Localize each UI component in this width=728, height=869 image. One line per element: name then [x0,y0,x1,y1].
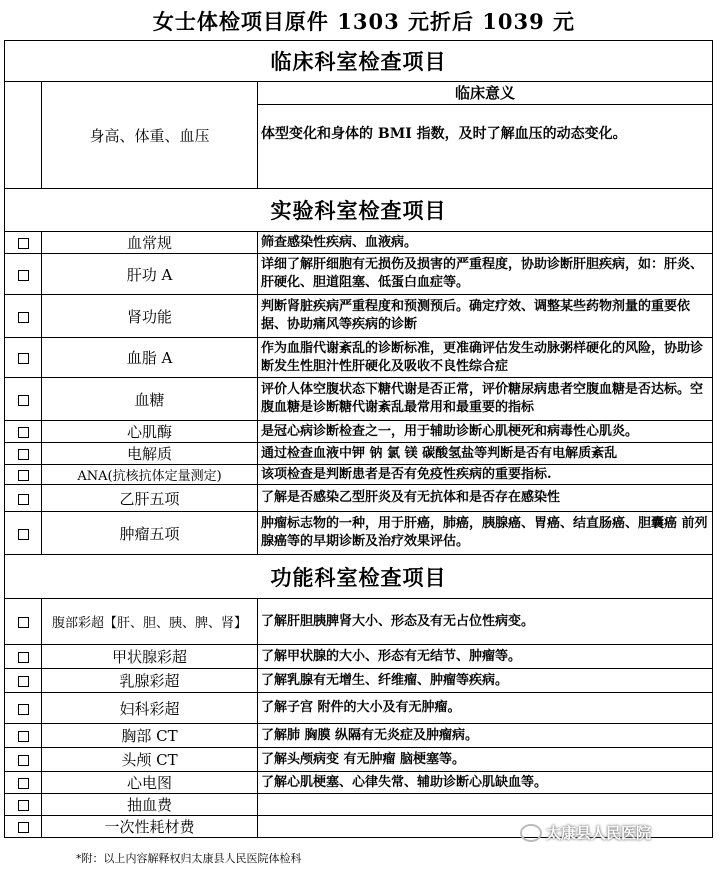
watermark [520,822,651,843]
table-row [5,669,713,693]
item-name: 心肌酶 [42,421,258,443]
item-name: 胸部 CT [42,724,258,748]
item-name: 心电图 [42,772,258,794]
footnote: *附：以上内容解释权归太康县人民医院体检科 [76,852,302,865]
table-row [5,693,713,724]
item-name: 头颅 CT [42,748,258,772]
item-description: 了解是否感染乙型肝炎及有无抗体和是否存在感染性 [258,485,713,512]
checkbox-cell [5,645,42,669]
functional-items [5,599,713,838]
lab-items [5,232,713,555]
item-description: 通过检查血液中钾 钠 氯 镁 碳酸氢盐等判断是否有电解质紊乱 [258,443,713,465]
item-name: 血常规 [42,232,258,254]
item-name: 血脂 A [42,338,258,378]
checkup-table [4,40,713,838]
checkbox-icon[interactable] [18,395,29,406]
table-row [5,232,713,254]
item-name: 电解质 [42,443,258,465]
table-row [5,338,713,378]
table-row [5,485,713,512]
item-description: 作为血脂代谢紊乱的诊断标准，更准确评估发生动脉粥样硬化的风险，协助诊断发生性胆汁性肝硬化及吸收不良性综合症 [258,338,713,378]
item-description: 了解头颅病变 有无肿瘤 脑梗塞等。 [258,748,713,772]
page-title: 女士体检项目原件 1303 元折后 1039 元 [152,9,576,34]
section-functional-title: 功能科室检查项目 [5,555,713,599]
section-clinical-title: 临床科室检查项目 [5,41,713,82]
checkbox-cell [5,485,42,512]
checkbox-icon[interactable] [18,353,29,364]
checkbox-cell [5,794,42,816]
clinical-meaning: 体型变化和身体的 BMI 指数，及时了解血压的动态变化。 [261,126,627,142]
checkbox-icon[interactable] [18,800,29,811]
checkbox-cell [5,232,42,254]
empty-cell [5,82,42,189]
checkbox-cell [5,421,42,443]
item-description: 了解甲状腺的大小、形态有无结节、肿瘤等。 [258,645,713,669]
checkbox-icon[interactable] [18,822,29,833]
section-header-row [5,555,713,599]
item-name: 肿瘤五项 [42,512,258,555]
item-description: 判断肾脏疾病严重程度和预测预后。确定疗效、调整某些药物剂量的重要依据、协助痛风等疾病的诊断 [258,295,713,338]
table-row [5,645,713,669]
checkbox-cell [5,669,42,693]
checkbox-cell [5,599,42,645]
table-row [5,378,713,421]
wechat-icon [520,824,542,842]
table-row [5,748,713,772]
item-description: 详细了解肝细胞有无损伤及损害的严重程度，协助诊断肝胆疾病，如：肝炎、肝硬化、胆道阻塞、低蛋白血症等。 [258,254,713,295]
checkbox-icon[interactable] [18,270,29,281]
checkbox-cell [5,295,42,338]
section-header-row [5,41,713,82]
table-row [5,772,713,794]
table-row [5,724,713,748]
table-row [5,794,713,816]
table-row [5,295,713,338]
checkbox-cell [5,693,42,724]
item-name: 肾功能 [42,295,258,338]
item-name: 甲状腺彩超 [42,645,258,669]
item-description: 了解肺 胸膜 纵隔有无炎症及肿瘤病。 [258,724,713,748]
section-header-row [5,189,713,232]
checkbox-cell [5,724,42,748]
checkbox-cell [5,748,42,772]
checkbox-cell [5,512,42,555]
checkbox-icon[interactable] [18,449,29,460]
item-description: 了解乳腺有无增生、纤维瘤、肿瘤等疾病。 [258,669,713,693]
table-row [5,599,713,645]
checkbox-cell [5,465,42,485]
checkbox-cell [5,816,42,838]
checkbox-icon[interactable] [18,652,29,663]
section-lab-title: 实验科室检查项目 [5,189,713,232]
item-description: 了解子宫 附件的大小及有无肿瘤。 [258,693,713,724]
item-name: ANA(抗核抗体定量测定) [42,465,258,485]
table-row [5,443,713,465]
item-name: 妇科彩超 [42,693,258,724]
checkbox-icon[interactable] [18,755,29,766]
item-description [258,794,713,816]
table-row [5,254,713,295]
checkbox-icon[interactable] [18,529,29,540]
checkbox-icon[interactable] [18,676,29,687]
clinical-meaning-cell [258,82,713,189]
checkbox-cell [5,772,42,794]
item-description: 了解肝胆胰脾肾大小、形态及有无占位性病变。 [258,599,713,645]
checkbox-icon[interactable] [18,778,29,789]
checkbox-icon[interactable] [18,731,29,742]
checkbox-icon[interactable] [18,494,29,505]
checkbox-icon[interactable] [18,427,29,438]
item-name: 血糖 [42,378,258,421]
table-row [5,512,713,555]
item-description: 是冠心病诊断检查之一，用于辅助诊断心肌梗死和病毒性心肌炎。 [258,421,713,443]
checkbox-cell [5,378,42,421]
clinical-item-name: 身高、体重、血压 [42,82,258,189]
checkbox-cell [5,338,42,378]
watermark-text: 太康县人民医院 [546,824,652,842]
table-row [5,421,713,443]
checkbox-icon[interactable] [18,704,29,715]
item-name: 乙肝五项 [42,485,258,512]
item-description: 评价人体空腹状态下糖代谢是否正常，评价糖尿病患者空腹血糖是否达标。空腹血糖是诊断糖代谢紊乱最常用和最重要的指标 [258,378,713,421]
item-name: 乳腺彩超 [42,669,258,693]
checkbox-icon[interactable] [18,238,29,249]
checkbox-cell [5,254,42,295]
checkbox-cell [5,443,42,465]
checkbox-icon[interactable] [18,470,29,481]
item-name: 一次性耗材费 [42,816,258,838]
table-row [5,465,713,485]
checkbox-icon[interactable] [18,617,29,628]
meaning-header: 临床意义 [258,82,712,105]
item-name: 抽血费 [42,794,258,816]
item-description: 肿瘤标志物的一种，用于肝癌，肺癌，胰腺癌、胃癌、结直肠癌、胆囊癌 前列腺癌等的早期诊断及治疗效果评估。 [258,512,713,555]
item-name: 腹部彩超【肝、胆、胰、脾、肾】 [42,599,258,645]
item-description: 了解心肌梗塞、心律失常、辅助诊断心肌缺血等。 [258,772,713,794]
item-description: 筛查感染性疾病、血液病。 [258,232,713,254]
checkbox-icon[interactable] [18,312,29,323]
item-name: 肝功 A [42,254,258,295]
clinical-row [5,82,713,189]
item-description: 该项检查是判断患者是否有免疫性疾病的重要指标. [258,465,713,485]
